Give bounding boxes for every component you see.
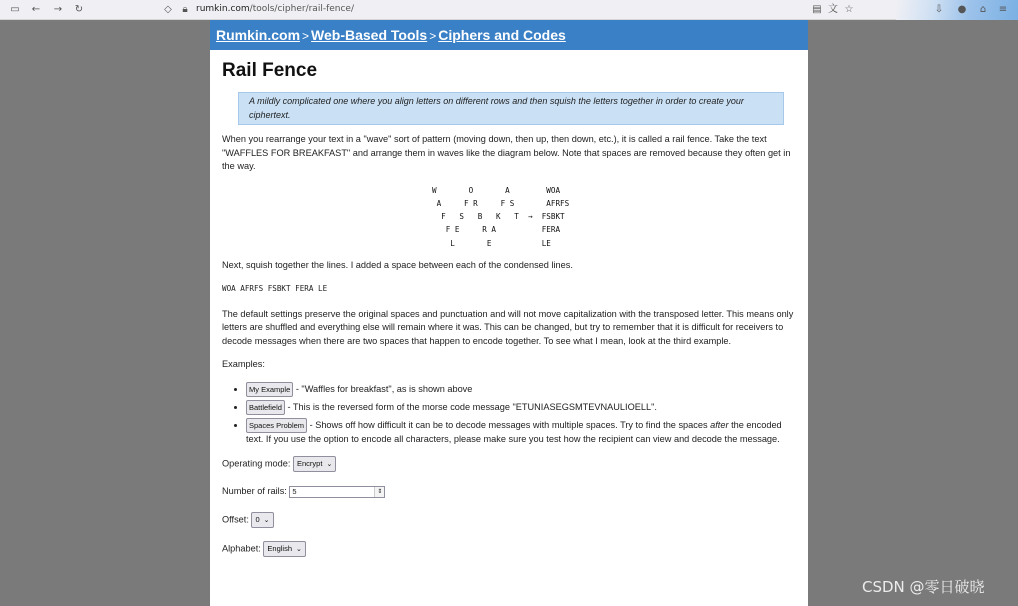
forward-icon[interactable]: → — [53, 4, 63, 15]
page-body — [210, 20, 808, 606]
operating-mode-value: Encrypt — [297, 459, 323, 469]
avatar[interactable]: ● — [957, 4, 967, 15]
diagram-row: F E R A FERA — [432, 225, 561, 235]
alphabet-field — [222, 541, 796, 557]
squish-paragraph: Next, squish together the lines. I added a space between each of the condensed lines. — [222, 259, 573, 270]
translate-icon[interactable]: 文 — [828, 4, 838, 15]
diagram-row: W O A WOA — [432, 185, 561, 195]
battlefield-button[interactable]: Battlefield — [246, 400, 285, 415]
offset-select[interactable] — [251, 512, 273, 528]
example-emphasis: after — [710, 419, 729, 430]
breadcrumb-separator: > — [302, 29, 310, 43]
page-title: Rail Fence — [222, 60, 318, 81]
diagram-row: L E LE — [432, 238, 551, 248]
rails-label: Number of rails: — [222, 486, 287, 497]
stepper-icon[interactable]: ⇕ — [374, 487, 384, 497]
default-settings-paragraph: The default settings preserve the original spaces and punctuation and will not move capitalization with the transposed letter. This means only letters are shuffled and everything else will remain where it was. This can be changed, but try to remember that it is difficult for receivers to decode messages when there are two spaces that happen to encode together. To see what I mean, look at the third example. — [222, 308, 794, 346]
examples-list — [222, 382, 796, 447]
menu-icon[interactable]: ≡ — [998, 4, 1008, 15]
rails-field — [222, 485, 796, 499]
squished-ciphertext: WOA AFRFS FSBKT FERA LE — [222, 284, 328, 294]
chevron-down-icon: ⌄ — [263, 516, 270, 524]
reload-icon[interactable]: ↻ — [74, 4, 84, 15]
list-item — [246, 382, 796, 397]
back-icon[interactable]: ← — [31, 4, 41, 15]
rail-fence-diagram — [432, 184, 796, 250]
breadcrumb-ciphers-link[interactable]: Ciphers and Codes — [438, 27, 566, 43]
alphabet-select[interactable] — [263, 541, 305, 557]
browser-toolbar — [0, 0, 1018, 20]
main-content — [210, 60, 808, 557]
extensions-icon[interactable]: ⌂ — [979, 4, 987, 15]
chevron-down-icon: ⌄ — [326, 461, 333, 469]
diagram-row: A F R F S AFRFS — [432, 198, 570, 208]
breadcrumb — [210, 20, 808, 50]
alphabet-label: Alphabet: — [222, 543, 261, 554]
operating-mode-field — [222, 456, 796, 472]
breadcrumb-separator: > — [429, 29, 437, 43]
watermark: CSDN @零日破晓 — [862, 578, 985, 596]
spaces-problem-button[interactable]: Spaces Problem — [246, 418, 307, 433]
examples-label: Examples: — [222, 359, 265, 370]
my-example-button[interactable]: My Example — [246, 382, 293, 397]
reader-view-icon[interactable]: ▤ — [812, 4, 822, 15]
url-domain: rumkin.com — [196, 4, 250, 14]
example-description: - This is the reversed form of the morse code message "ETUNIASEGSMTEVNAULIOELL". — [284, 401, 657, 412]
intro-paragraph: When you rearrange your text in a "wave" sort of pattern (moving down, then up, then down, etc.), it is called a rail fence. Take the text "WAFFLES FOR BREAKFAST" and arrange them in waves like the diagram below. Note that spaces are removed because they often get in the way. — [222, 134, 791, 171]
download-icon[interactable]: ⇩ — [934, 4, 944, 15]
example-description: the encoded text. If you use the option to encode all characters, please make sure you test how the recipient can view and decode the message. — [246, 419, 782, 444]
breadcrumb-home-link[interactable]: Rumkin.com — [216, 27, 301, 43]
list-item — [246, 400, 796, 415]
alphabet-value: English — [267, 543, 292, 553]
offset-value: 0 — [255, 514, 260, 524]
diagram-row: F S B K T → FSBKT — [432, 212, 565, 222]
offset-field — [222, 512, 796, 528]
offset-label: Offset: — [222, 514, 249, 525]
example-description: - "Waffles for breakfast", as is shown above — [293, 383, 473, 394]
example-description: - Shows off how difficult it can be to decode messages with multiple spaces. Try to find the spaces — [307, 419, 711, 430]
address-bar[interactable] — [196, 4, 354, 14]
operating-mode-select[interactable] — [293, 456, 336, 472]
breadcrumb-tools-link[interactable]: Web-Based Tools — [311, 27, 428, 43]
url-path: /tools/cipher/rail-fence/ — [249, 4, 354, 14]
chevron-down-icon: ⌄ — [296, 545, 302, 553]
sidebar-icon[interactable]: ▭ — [10, 4, 20, 15]
rails-input[interactable] — [289, 486, 385, 498]
operating-mode-label: Operating mode: — [222, 458, 291, 469]
bookmark-star-icon[interactable]: ☆ — [844, 4, 854, 15]
shield-icon[interactable]: ◇ — [164, 4, 172, 15]
lock-icon: 🔒︎ — [182, 4, 188, 15]
summary-callout: A mildly complicated one where you align letters on different rows and then squish the letters together in order to create your ciphertext. — [238, 92, 784, 125]
list-item — [246, 418, 796, 447]
rails-value: 5 — [292, 487, 297, 497]
